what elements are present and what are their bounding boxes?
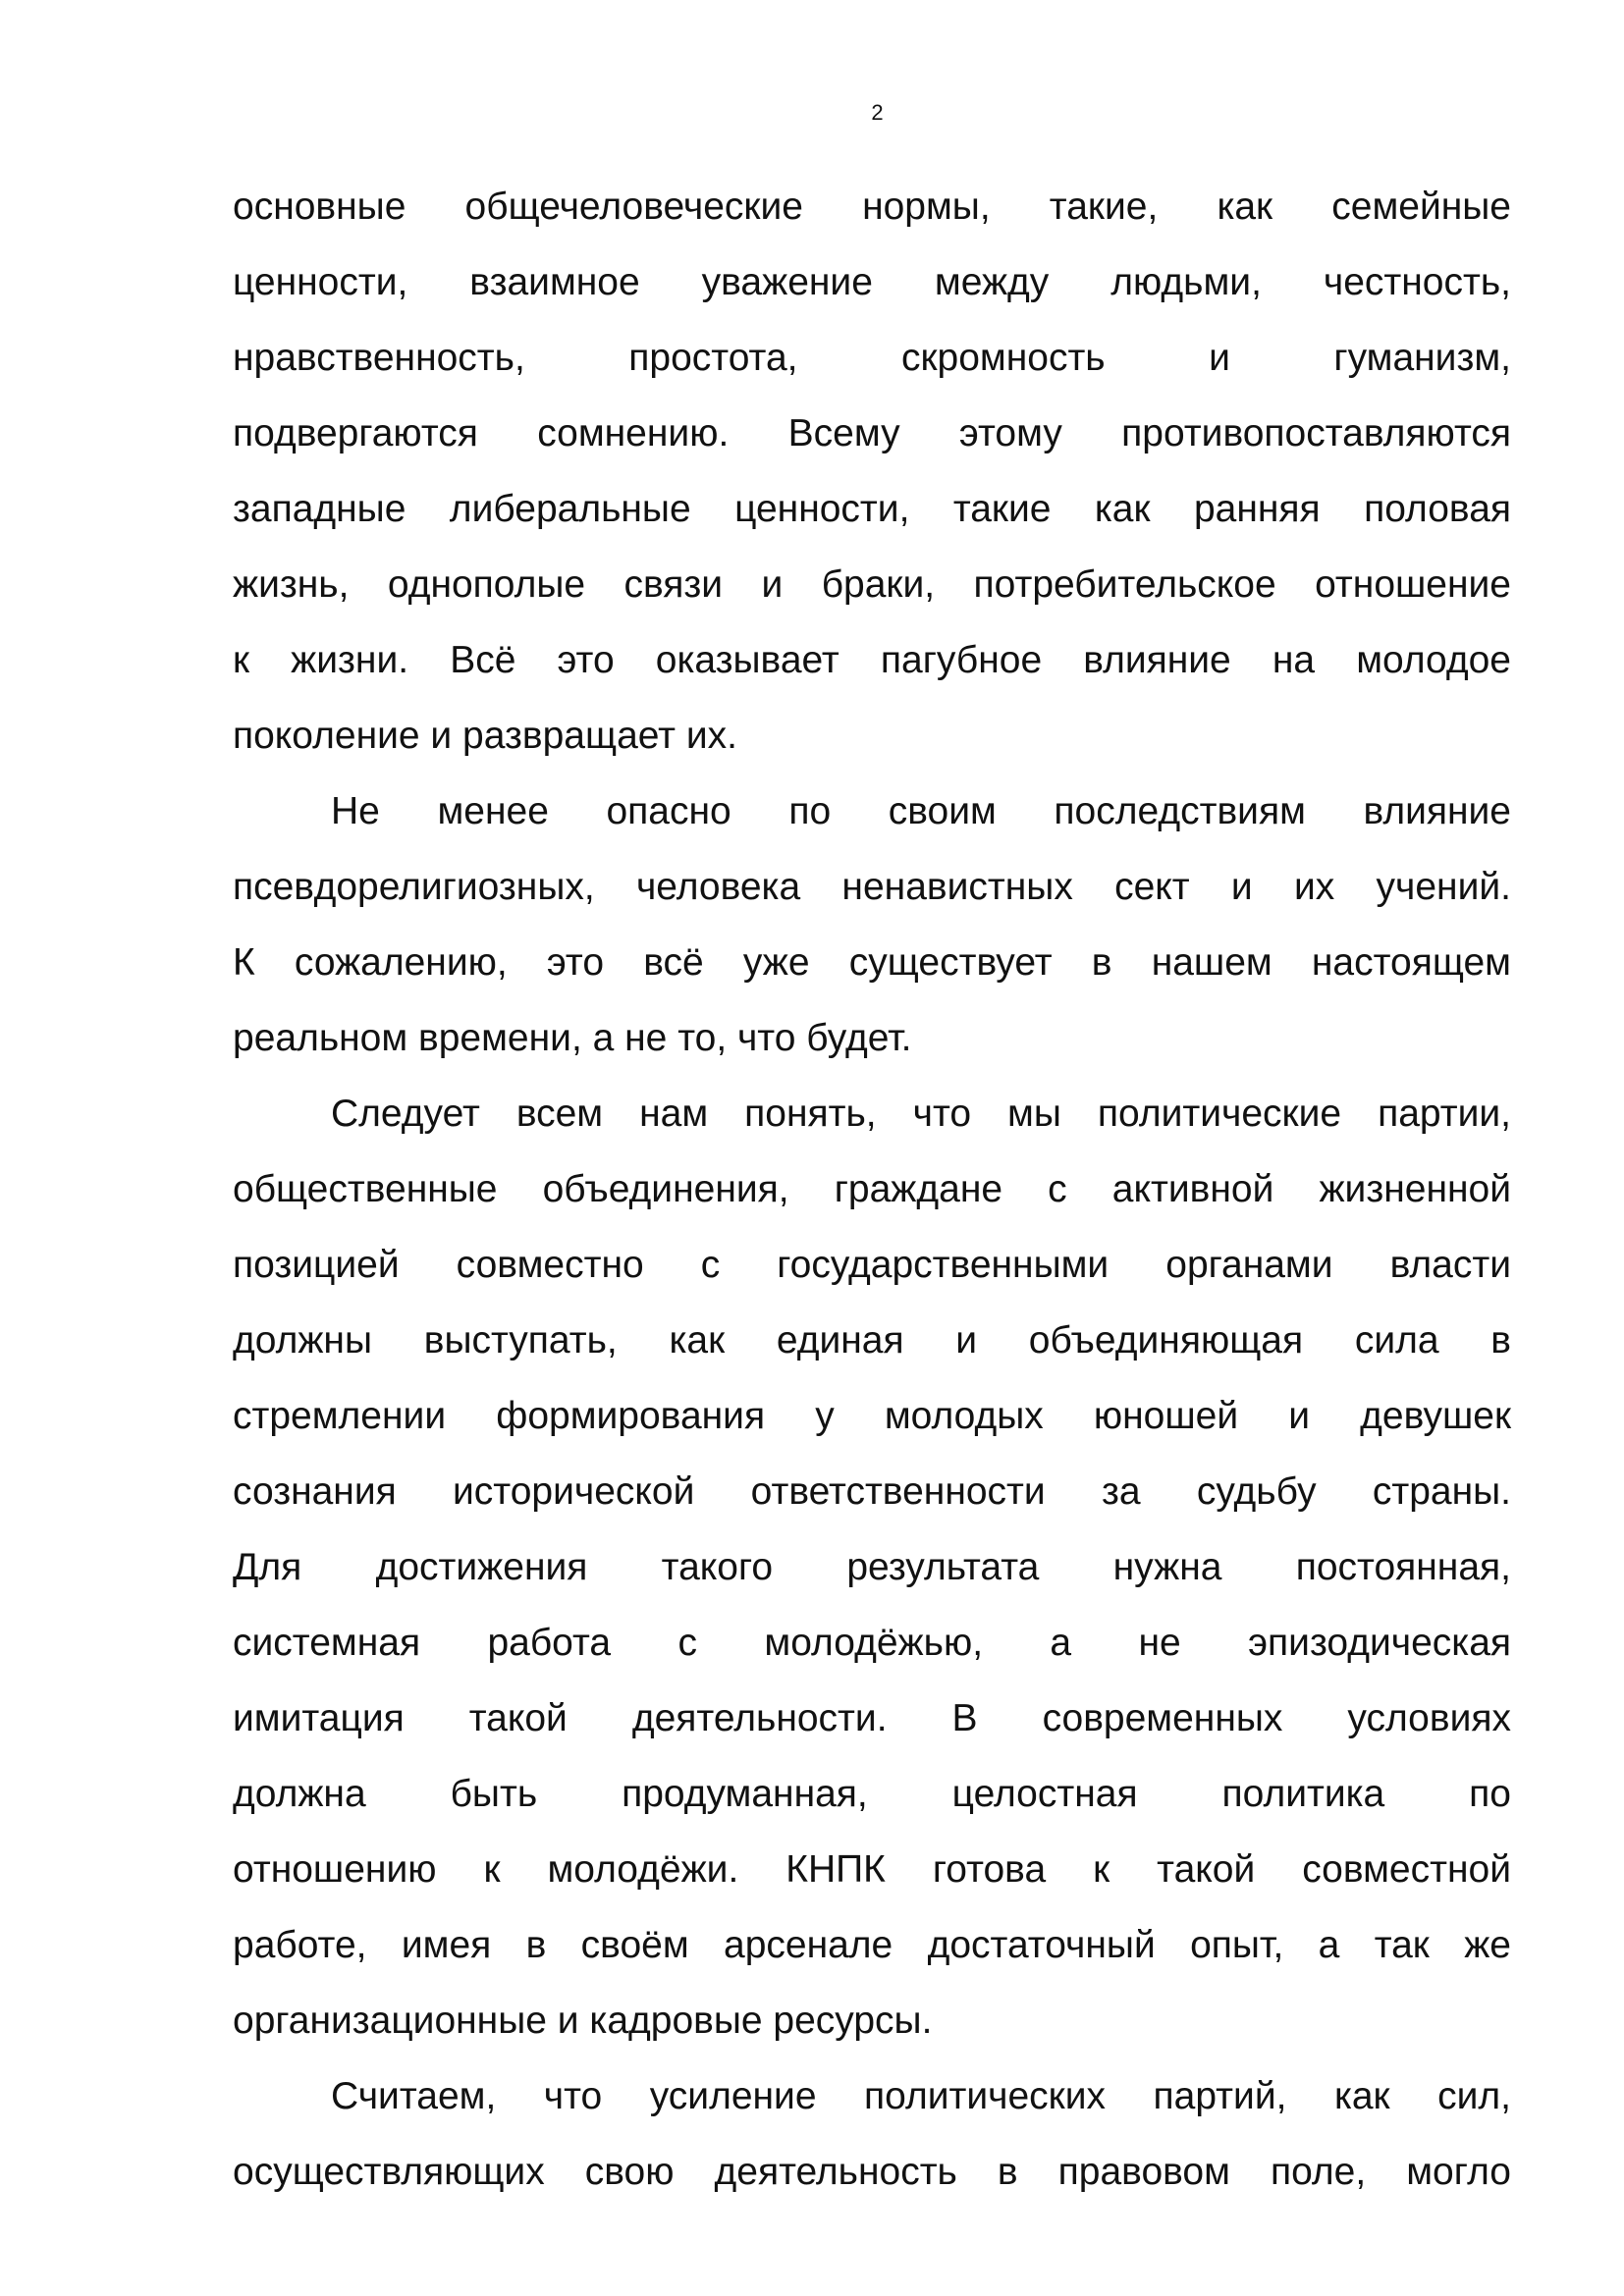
text-line: системная работа с молодёжью, а не эпизодическая [233, 1622, 1511, 1664]
document-body [233, 169, 1511, 2210]
text-line: жизнь, однополые связи и браки, потребительское отношение [233, 563, 1511, 606]
page-number: 2 [871, 100, 884, 125]
text-line: осуществляющих свою деятельность в правовом поле, могло [233, 2151, 1511, 2193]
paragraph-4 [233, 2058, 1511, 2210]
text-line: псевдорелигиозных, человека ненавистных сект и их учений. [233, 866, 1511, 908]
text-line: позицией совместно с государственными органами власти [233, 1244, 1511, 1286]
text-line: отношению к молодёжи. КНПК готова к такой совместной [233, 1848, 1511, 1891]
text-line: западные либеральные ценности, такие как ранняя половая [233, 488, 1511, 530]
text-line: К сожалению, это всё уже существует в нашем настоящем [233, 941, 1511, 984]
text-line: Для достижения такого результата нужна постоянная, [233, 1546, 1511, 1588]
text-line: реальном времени, а не то, что будет. [233, 1017, 912, 1059]
text-line: сознания исторической ответственности за судьбу страны. [233, 1470, 1511, 1513]
text-line: ценности, взаимное уважение между людьми, честность, [233, 261, 1511, 303]
text-line: подвергаются сомнению. Всему этому противопоставляются [233, 412, 1511, 454]
text-line: поколение и развращает их. [233, 715, 737, 757]
text-line: общественные объединения, граждане с активной жизненной [233, 1168, 1511, 1210]
text-line: работе, имея в своём арсенале достаточный опыт, а так же [233, 1924, 1511, 1966]
text-line: основные общечеловеческие нормы, такие, как семейные [233, 186, 1511, 228]
text-line: должна быть продуманная, целостная политика по [233, 1773, 1511, 1815]
paragraph-1 [233, 169, 1511, 774]
text-line: стремлении формирования у молодых юношей и девушек [233, 1395, 1511, 1437]
text-line: Следует всем нам понять, что мы политические партии, [331, 1093, 1511, 1135]
text-line: нравственность, простота, скромность и гуманизм, [233, 337, 1511, 379]
text-line: к жизни. Всё это оказывает пагубное влияние на молодое [233, 639, 1511, 681]
text-line: Не менее опасно по своим последствиям влияние [331, 790, 1511, 832]
text-line: Считаем, что усиление политических партий, как сил, [331, 2075, 1511, 2117]
text-line: имитация такой деятельности. В современных условиях [233, 1697, 1511, 1739]
paragraph-2 [233, 774, 1511, 1076]
text-line: организационные и кадровые ресурсы. [233, 2000, 933, 2042]
paragraph-3 [233, 1076, 1511, 2058]
text-line: должны выступать, как единая и объединяющая сила в [233, 1319, 1511, 1362]
